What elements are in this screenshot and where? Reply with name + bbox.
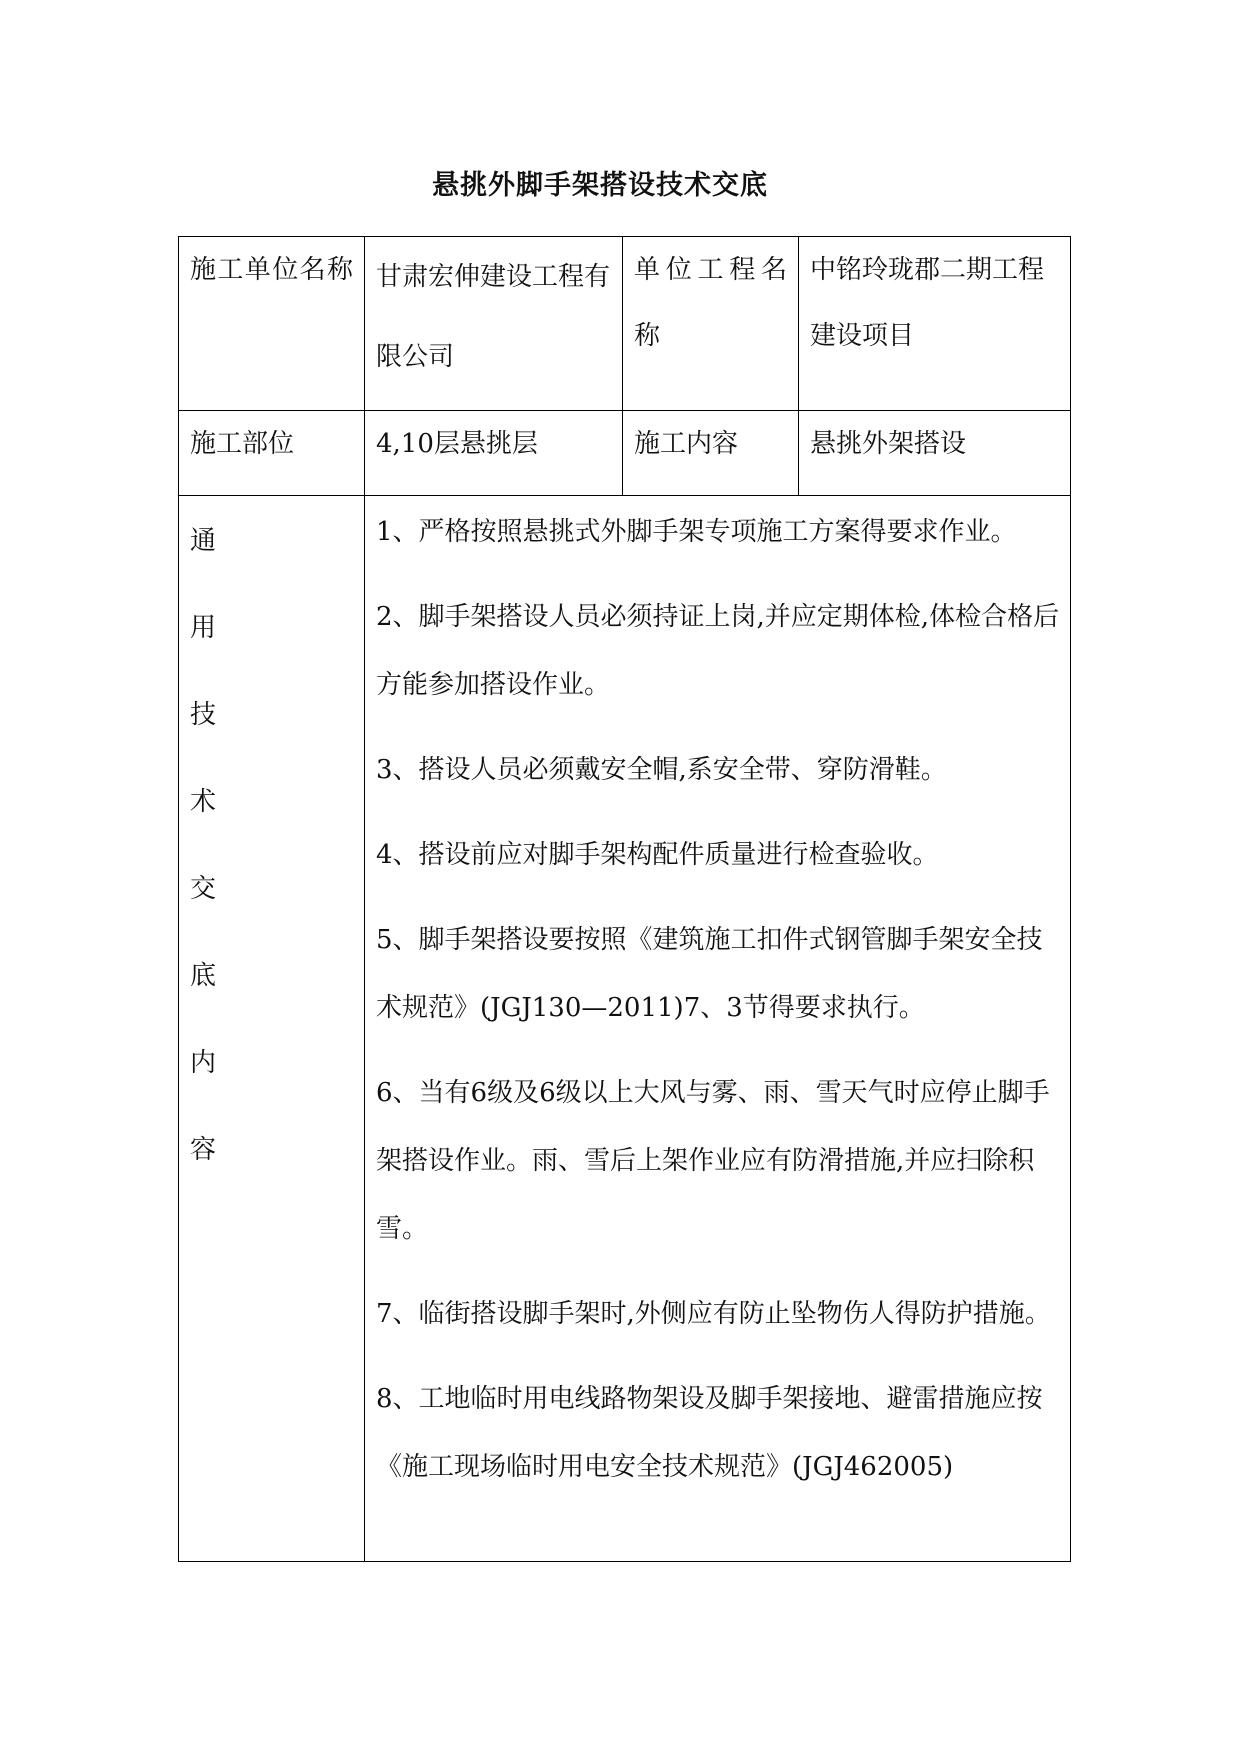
- disclosure-item: 1、严格按照悬挑式外脚手架专项施工方案得要求作业。: [376, 517, 1017, 547]
- label-char: 底: [190, 961, 217, 991]
- disclosure-item: 6、当有6级及6级以上大风与雾、雨、雪天气时应停止脚手架搭设作业。雨、雪后上架作业应有防滑措施,并应扫除积雪。: [376, 1078, 1050, 1244]
- label-project-name: 单位工程名称: [623, 237, 799, 411]
- disclosure-item: 5、脚手架搭设要按照《建筑施工扣件式钢管脚手架安全技术规范》(JGJ130—2011)7、3节得要求执行。: [376, 925, 1043, 1023]
- label-char: 交: [190, 874, 217, 904]
- value-construction-content: 悬挑外架搭设: [799, 411, 1071, 496]
- disclosure-table: [178, 236, 1071, 1562]
- disclosure-item: 4、搭设前应对脚手架构配件质量进行检查验收。: [376, 840, 939, 870]
- table-row-location: [179, 411, 1071, 496]
- disclosure-item: 3、搭设人员必须戴安全帽,系安全带、穿防滑鞋。: [376, 755, 947, 785]
- table-row-unit: [179, 237, 1071, 411]
- label-char: 技: [190, 700, 217, 730]
- table-row-disclosure: [179, 496, 1071, 1562]
- label-construction-location: 施工部位: [179, 411, 365, 496]
- label-char: 用: [190, 613, 217, 643]
- value-construction-location: 4,10层悬挑层: [365, 411, 623, 496]
- label-char: 通: [190, 526, 217, 556]
- label-general-disclosure: [179, 496, 365, 1562]
- document-title: 悬挑外脚手架搭设技术交底: [432, 170, 768, 201]
- label-construction-content: 施工内容: [623, 411, 799, 496]
- disclosure-item: 7、临街搭设脚手架时,外侧应有防止坠物伤人得防护措施。: [376, 1299, 1051, 1329]
- value-construction-unit: 甘肃宏伸建设工程有限公司: [365, 237, 623, 411]
- label-char: 术: [190, 787, 217, 817]
- disclosure-item: 2、脚手架搭设人员必须持证上岗,并应定期体检,体检合格后方能参加搭设作业。: [376, 602, 1060, 700]
- label-char: 容: [190, 1135, 217, 1165]
- value-project-name: 中铭玲珑郡二期工程建设项目: [799, 237, 1071, 411]
- label-char: 内: [190, 1048, 217, 1078]
- disclosure-content: [365, 496, 1071, 1562]
- disclosure-item: 8、工地临时用电线路物架设及脚手架接地、避雷措施应按《施工现场临时用电安全技术规范》(JGJ462005): [376, 1384, 1043, 1482]
- label-construction-unit: 施工单位名称: [179, 237, 365, 411]
